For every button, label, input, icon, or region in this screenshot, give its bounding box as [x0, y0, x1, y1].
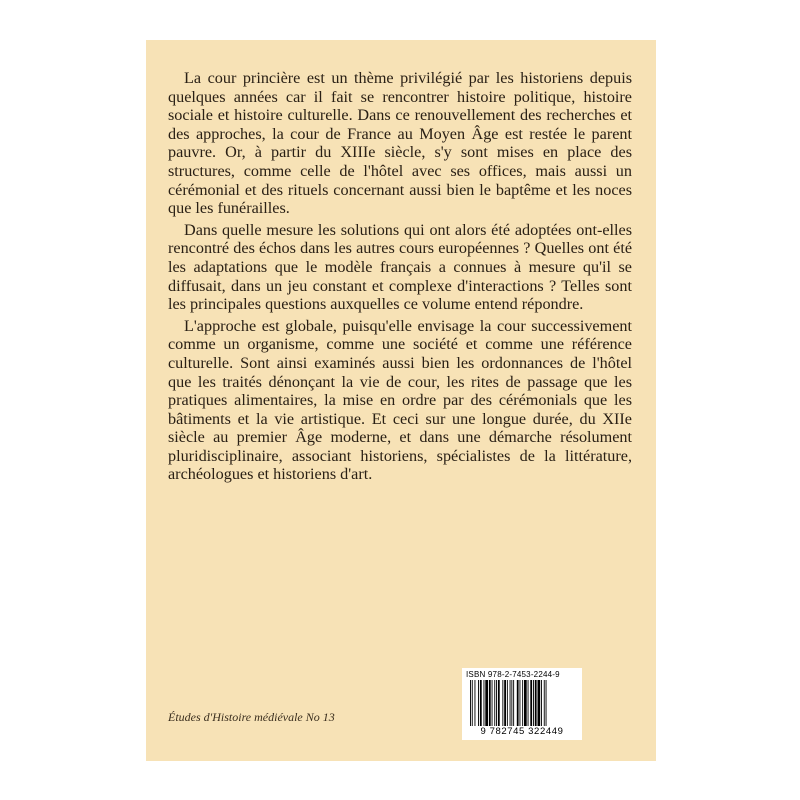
blurb-paragraph-3: L'approche est globale, puisqu'elle envisage la cour successivement comme un organisme, comme une société et comme une référence culturelle. Sont ainsi examinés aussi bien les ordonnances de l'hôtel que les traités dénonçant la vie de cour, les rites de passage que les pratiques alimentaires, la mise en ordre par des cérémonials que les bâtiments et la vie artistique. Et ceci sur une longue durée, du XIIe siècle au premier Âge moderne, et dans une démarche résolument pluridisciplinaire, associant historiens, spécialistes de la littérature, archéologues et historiens d'art.: [168, 316, 632, 484]
barcode-bar: [528, 680, 529, 726]
barcode-bar: [504, 680, 506, 726]
barcode-bar: [502, 680, 503, 726]
isbn-label: ISBN 978-2-7453-2244-9: [466, 670, 560, 679]
barcode-bar: [533, 680, 534, 726]
barcode-bar: [507, 680, 508, 726]
barcode-bar: [470, 680, 471, 726]
series-title: Études d'Histoire médiévale No 13: [168, 710, 335, 724]
barcode-bar: [478, 680, 479, 726]
barcode-bar: [496, 680, 497, 726]
barcode-bar: [522, 680, 523, 726]
barcode-bar: [494, 680, 495, 726]
barcode-bars: [470, 680, 574, 726]
barcode-bar: [513, 680, 514, 726]
barcode-bar: [538, 680, 541, 726]
back-cover: [146, 40, 656, 761]
barcode-bar: [541, 680, 542, 726]
barcode-bar: [510, 680, 511, 726]
barcode-bar: [489, 680, 491, 726]
barcode-bar: [485, 680, 488, 726]
barcode-bar: [475, 680, 476, 726]
barcode-bar: [535, 680, 537, 726]
barcode-bar: [484, 680, 485, 726]
barcode-bar: [480, 680, 482, 726]
blurb-paragraph-2: Dans quelle mesure les solutions qui ont alors été adoptées ont-elles rencontré des échos dans les autres cours européennes ? Quelles ont été les adaptations que le modèle français a connues à mesure qu'il se diffusait, dans un jeu constant et complexe d'interactions ? Telles sont les principales questions auxquelles ce volume entend répondre.: [168, 220, 632, 314]
isbn-barcode: [462, 668, 582, 740]
barcode-bar: [524, 680, 527, 726]
barcode-bar: [511, 680, 512, 726]
barcode-bar: [520, 680, 521, 726]
barcode-bar: [492, 680, 493, 726]
barcode-bar: [498, 680, 500, 726]
barcode-bar: [544, 680, 545, 726]
barcode-bar: [517, 680, 519, 726]
blurb-paragraph-1: La cour princière est un thème privilégié par les historiens depuis quelques années car il fait se rencontrer histoire politique, histoire sociale et histoire culturelle. Dans ce renouvellement des recherches et des approches, la cour de France au Moyen Âge est restée le parent pauvre. Or, à partir du XIIIe siècle, s'y sont mises en place des structures, comme celle de l'hôtel avec ses offices, mais aussi un cérémonial et des rituels concernant aussi bien le baptême et les noces que les funérailles.: [168, 69, 632, 218]
isbn-digits: 9 782745 322449: [480, 726, 564, 737]
barcode-bar: [530, 680, 532, 726]
barcode-bar: [546, 680, 547, 726]
blurb-text: [168, 69, 632, 487]
barcode-bar: [472, 680, 473, 726]
